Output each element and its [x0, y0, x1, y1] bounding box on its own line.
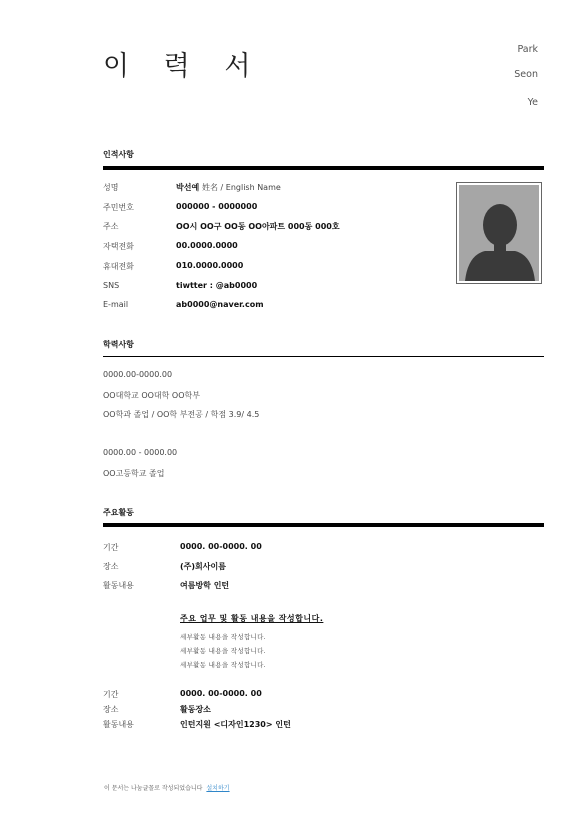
task-detail: 세부활동 내용을 작성합니다.: [180, 661, 267, 669]
task-title: 주요 업무 및 활동 내용을 작성합니다.: [180, 614, 324, 623]
field-label-home-phone: 자택전화: [103, 242, 134, 251]
field-value-home-phone: 00.0000.0000: [176, 241, 238, 250]
education-school-2: OO고등학교 졸업: [103, 469, 165, 478]
page-title: 이 력 서: [103, 51, 264, 82]
task-detail: 세부활동 내용을 작성합니다.: [180, 647, 267, 655]
field-value-id: 000000 - 0000000: [176, 202, 258, 211]
field-label-email: E-mail: [103, 300, 129, 309]
task-detail: 세부활동 내용을 작성합니다.: [180, 633, 267, 641]
field-value-mobile: 010.0000.0000: [176, 261, 244, 270]
activity-label-content: 활동내용: [103, 720, 134, 729]
section-heading-education: 학력사항: [103, 340, 134, 349]
install-font-link[interactable]: 설치하기: [206, 785, 230, 792]
field-value-sns: tiwtter : @ab0000: [176, 281, 258, 290]
activity-value-period: 0000. 00-0000. 00: [180, 542, 262, 551]
field-value-email: ab0000@naver.com: [176, 300, 264, 309]
section-divider: [103, 523, 544, 527]
name-line-1: Park: [517, 44, 538, 55]
activity-value-place: (주)회사이름: [180, 562, 226, 571]
field-label-id: 주민번호: [103, 203, 134, 212]
avatar-silhouette-icon: [459, 185, 539, 281]
section-heading-activities: 주요활동: [103, 508, 134, 517]
activity-label-place: 장소: [103, 562, 119, 571]
field-label-sns: SNS: [103, 281, 120, 290]
name-line-3: Ye: [527, 97, 538, 108]
section-divider: [103, 166, 544, 170]
section-divider: [103, 356, 544, 357]
footer-text: 이 문서는 나눔글꼴로 작성되었습니다: [104, 785, 203, 792]
activity-value-place: 활동장소: [180, 705, 211, 714]
field-label-mobile: 휴대전화: [103, 262, 134, 271]
activity-value-content: 인턴지원 <디자인1230> 인턴: [180, 720, 291, 729]
education-period-1: 0000.00-0000.00: [103, 370, 173, 379]
education-period-2: 0000.00 - 0000.00: [103, 448, 178, 457]
education-school-1: OO대학교 OO대학 OO학부: [103, 391, 200, 400]
name-sub-label: 姓名 / English Name: [201, 183, 281, 192]
activity-label-period: 기간: [103, 690, 119, 699]
activity-label-place: 장소: [103, 705, 119, 714]
footer-note: [104, 783, 230, 792]
activity-value-period: 0000. 00-0000. 00: [180, 689, 262, 698]
activity-value-content: 여름방학 인턴: [180, 581, 230, 590]
field-value-name: [176, 182, 281, 193]
section-heading-personal: 인적사항: [103, 150, 134, 159]
education-major-1: OO학과 졸업 / OO학 부전공 / 학점 3.9/ 4.5: [103, 410, 260, 419]
name-line-2: Seon: [514, 69, 538, 80]
name-value: 박선예: [176, 183, 200, 192]
profile-photo: [456, 182, 542, 284]
field-label-name: 성명: [103, 183, 119, 192]
activity-label-period: 기간: [103, 543, 119, 552]
field-label-address: 주소: [103, 222, 119, 231]
activity-label-content: 활동내용: [103, 581, 134, 590]
field-value-address: OO시 OO구 OO동 OO아파트 000동 000호: [176, 222, 340, 231]
